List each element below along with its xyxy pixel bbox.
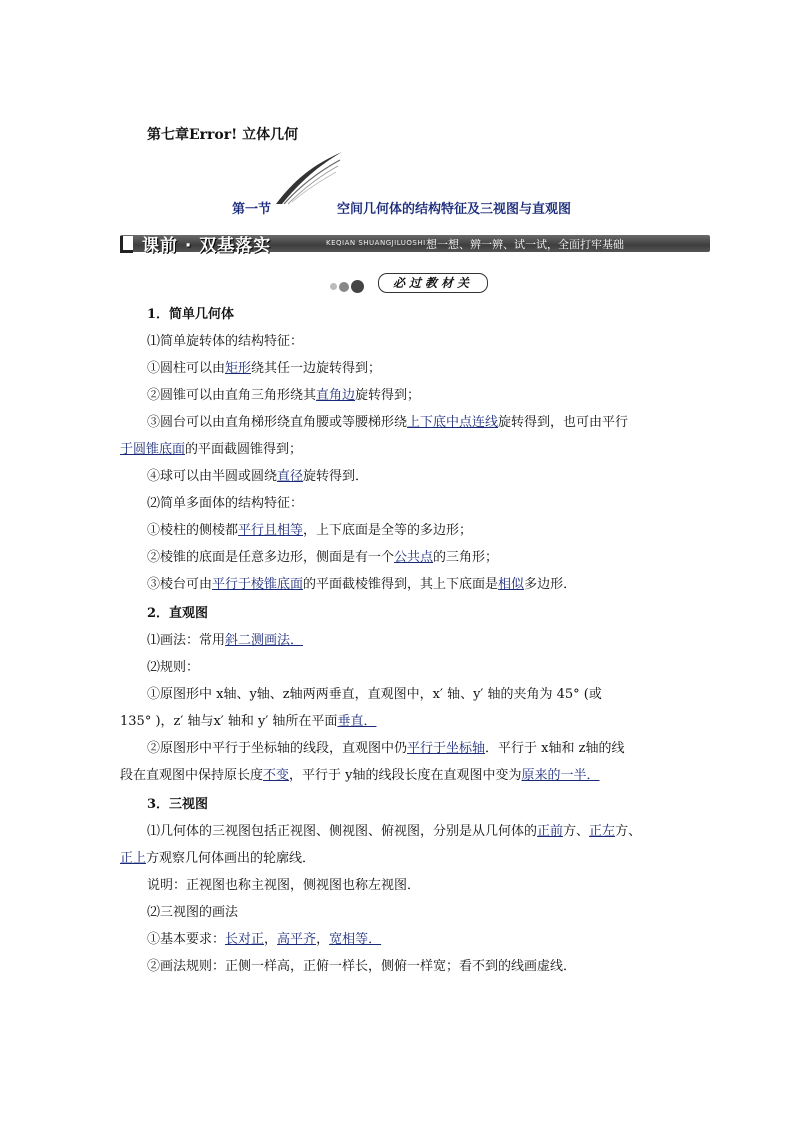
underlined-answer: 不变 bbox=[263, 768, 290, 783]
text-segment: ⑴几何体的三视图包括正视图、侧视图、俯视图，分别是从几何体的 bbox=[147, 824, 538, 839]
must-pass-label: 必过教材关 bbox=[378, 273, 488, 293]
swoosh-decoration-icon bbox=[274, 150, 344, 206]
text-segment: 方、 bbox=[615, 824, 642, 839]
underlined-answer: 上下底中点连线 bbox=[407, 415, 499, 430]
text-line bbox=[147, 796, 208, 813]
text-line bbox=[147, 740, 624, 757]
text-line bbox=[147, 333, 303, 350]
text-segment: ⑴画法：常用 bbox=[147, 633, 226, 648]
text-line bbox=[147, 414, 628, 431]
text-line bbox=[147, 522, 472, 539]
text-line bbox=[147, 686, 602, 703]
underlined-answer: 正左 bbox=[589, 824, 616, 839]
text-segment: ④球可以由半圆或圆绕 bbox=[147, 469, 278, 484]
text-segment: ②棱锥的底面是任意多边形，侧面是有一个 bbox=[147, 550, 395, 565]
text-segment: ①棱柱的侧棱都 bbox=[147, 523, 239, 538]
text-segment: 135° )，z′ 轴与x′ 轴和 y′ 轴所在平面 bbox=[120, 714, 338, 729]
text-segment: 多边形． bbox=[524, 577, 577, 592]
underlined-answer: 相似 bbox=[498, 577, 525, 592]
text-segment: 的平面截棱锥得到，其上下底面是 bbox=[303, 577, 499, 592]
text-segment: ⑵简单多面体的结构特征： bbox=[147, 496, 304, 511]
text-segment: ，平行于 y轴的线段长度在直观图中变为 bbox=[289, 768, 522, 783]
text-line bbox=[120, 850, 315, 867]
text-segment: 旋转得到． bbox=[303, 469, 369, 484]
underlined-answer: 直角边 bbox=[316, 388, 356, 403]
text-segment: 2．直观图 bbox=[147, 606, 209, 621]
banner-title: 课前 · 双基落实 bbox=[142, 236, 272, 256]
text-line bbox=[147, 549, 498, 566]
text-segment: ⑵三视图的画法 bbox=[147, 905, 239, 920]
text-segment: ②圆锥可以由直角三角形绕其 bbox=[147, 388, 317, 403]
text-line bbox=[147, 387, 420, 404]
text-segment: 旋转得到，也可由平行 bbox=[498, 415, 629, 430]
text-segment: ③棱台可由 bbox=[147, 577, 213, 592]
underlined-answer: 平行且相等 bbox=[238, 523, 304, 538]
banner-slogan: 想一想、辨一辨、试一试，全面打牢基础 bbox=[426, 238, 624, 251]
underlined-answer: 于圆锥底面 bbox=[120, 442, 186, 457]
text-segment: ①基本要求： bbox=[147, 932, 226, 947]
text-line bbox=[147, 306, 234, 323]
underlined-answer: 正上 bbox=[120, 851, 147, 866]
text-segment: ①原图形中 x轴、y轴、z轴两两垂直，直观图中，x′ 轴、y′ 轴的夹角为 45° (或 bbox=[147, 687, 602, 702]
text-segment: ①圆柱可以由 bbox=[147, 361, 226, 376]
text-segment: ，上下底面是全等的多边形； bbox=[303, 523, 473, 538]
text-line bbox=[147, 958, 576, 975]
text-line bbox=[147, 605, 208, 622]
underlined-answer: 原来的一半． bbox=[521, 768, 600, 783]
text-segment: 方观察几何体画出的轮廓线． bbox=[146, 851, 316, 866]
text-line bbox=[147, 931, 381, 948]
text-line bbox=[147, 468, 368, 485]
text-line bbox=[147, 659, 199, 676]
text-segment: 的三角形； bbox=[433, 550, 499, 565]
banner-pinyin: KEQIAN SHUANGJILUOSHI bbox=[326, 239, 426, 247]
text-segment: 说明：正视图也称主视图，侧视图也称左视图． bbox=[147, 878, 421, 893]
underlined-answer: 直径 bbox=[277, 469, 304, 484]
underlined-answer: 垂直． bbox=[337, 714, 377, 729]
dots-icon bbox=[330, 276, 366, 295]
text-segment: 的平面截圆锥得到； bbox=[185, 442, 303, 457]
underlined-answer: 平行于坐标轴 bbox=[407, 741, 486, 756]
underlined-answer: 公共点 bbox=[394, 550, 434, 565]
chapter-title: 第七章Error! 立体几何 bbox=[147, 127, 299, 143]
text-segment: ， bbox=[264, 932, 278, 947]
text-line bbox=[147, 360, 381, 377]
text-segment: 1．简单几何体 bbox=[147, 307, 235, 322]
text-line bbox=[120, 713, 376, 730]
text-segment: ②原图形中平行于坐标轴的线段，直观图中仍 bbox=[147, 741, 408, 756]
text-segment: ⑵规则： bbox=[147, 660, 200, 675]
text-segment: 方、 bbox=[563, 824, 590, 839]
text-segment: 绕其任一边旋转得到； bbox=[251, 361, 382, 376]
text-line bbox=[147, 877, 420, 894]
text-segment: 旋转得到； bbox=[355, 388, 421, 403]
text-segment: ②画法规则：正侧一样高，正俯一样长，侧俯一样宽；看不到的线画虚线． bbox=[147, 959, 577, 974]
underlined-answer: 矩形 bbox=[225, 361, 252, 376]
underlined-answer: 宽相等． bbox=[329, 932, 382, 947]
underlined-answer: 高平齐 bbox=[277, 932, 317, 947]
text-segment: ⑴简单旋转体的结构特征： bbox=[147, 334, 304, 349]
text-line bbox=[147, 576, 576, 593]
text-segment: 3．三视图 bbox=[147, 797, 209, 812]
text-segment: ．平行于 x轴和 z轴的线 bbox=[485, 741, 625, 756]
text-line bbox=[147, 632, 303, 649]
pre-class-banner bbox=[120, 232, 710, 254]
underlined-answer: 长对正 bbox=[225, 932, 265, 947]
text-segment: ③圆台可以由直角梯形绕直角腰或等腰梯形绕 bbox=[147, 415, 408, 430]
text-segment: 段在直观图中保持原长度 bbox=[120, 768, 264, 783]
section-title: 空间几何体的结构特征及三视图与直观图 bbox=[337, 202, 572, 217]
text-line bbox=[147, 904, 238, 921]
underlined-answer: 正前 bbox=[537, 824, 564, 839]
underlined-answer: 平行于棱锥底面 bbox=[212, 577, 304, 592]
text-line bbox=[120, 767, 600, 784]
banner-hook-icon bbox=[120, 236, 133, 253]
section-number: 第一节 bbox=[232, 202, 272, 217]
text-line bbox=[147, 495, 303, 512]
must-pass-heading bbox=[330, 273, 490, 293]
text-line bbox=[120, 441, 302, 458]
underlined-answer: 斜二测画法． bbox=[225, 633, 304, 648]
text-line bbox=[147, 823, 641, 840]
text-segment: ， bbox=[316, 932, 330, 947]
